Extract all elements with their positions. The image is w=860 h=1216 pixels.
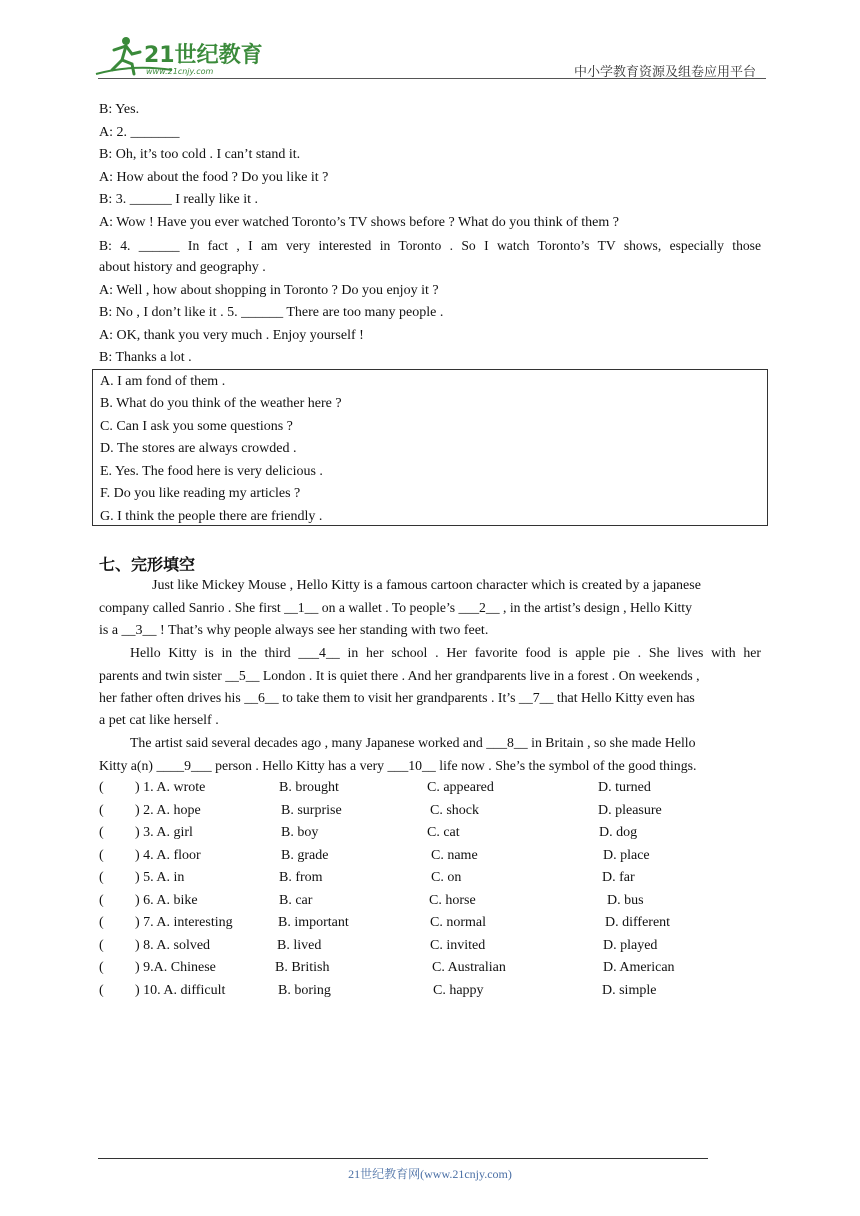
question-row: ( ) 2. A. hope B. surprise C. shock D. pleasure <box>99 803 662 818</box>
dialogue-line: B: Yes. <box>99 102 140 117</box>
question-row: ( ) 1. A. wrote B. brought C. appeared D. turned <box>99 780 651 795</box>
question-row: ( ) 6. A. bike B. car C. horse D. bus <box>99 893 644 908</box>
option-item: B. What do you think of the weather here ? <box>100 396 342 411</box>
passage-line: Just like Mickey Mouse , Hello Kitty is a famous cartoon character which is created by a japanese <box>152 578 701 593</box>
option-item: G. I think the people there are friendly . <box>100 509 323 524</box>
dialogue-line: A: OK, thank you very much . Enjoy yourself ! <box>99 328 364 343</box>
dialogue-line: about history and geography . <box>99 260 266 275</box>
option-item: A. I am fond of them . <box>100 374 226 389</box>
dialogue-line: B: No , I don’t like it . 5. ______ There are too many people . <box>99 305 444 320</box>
dialogue-line: A: Wow ! Have you ever watched Toronto’s TV shows before ? What do you think of them ? <box>99 215 619 230</box>
header-platform-text: 中小学教育资源及组卷应用平台 <box>573 65 756 80</box>
question-row: ( ) 8. A. solved B. lived C. invited D. played <box>99 938 658 953</box>
question-row: ( ) 5. A. in B. from C. on D. far <box>99 870 635 885</box>
dialogue-line: B: 3. ______ I really like it . <box>99 192 259 207</box>
passage-line: her father often drives his __6__ to take them to visit her grandparents . It’s __7__ that Hello Kitty even has <box>99 690 695 705</box>
question-row: ( ) 7. A. interesting B. important C. normal D. different <box>99 915 671 930</box>
option-item: E. Yes. The food here is very delicious . <box>100 464 323 479</box>
logo-text: 21世纪教育 <box>144 43 262 68</box>
logo-url: www.21cnjy.com <box>146 67 214 76</box>
passage-line: The artist said several decades ago , many Japanese worked and ___8__ in Britain , so she made Hello <box>130 735 696 750</box>
passage-line: company called Sanrio . She first __1__ on a wallet . To people’s ___2__ , in the artist’s design , Hello Kitty <box>99 600 692 615</box>
question-row: ( ) 4. A. floor B. grade C. name D. place <box>99 848 650 863</box>
passage-line: is a __3__ ! That’s why people always see her standing with two feet. <box>99 623 489 638</box>
passage-line: parents and twin sister __5__ London . It is quiet there . And her grandparents live in a forest . On weekends , <box>99 668 700 683</box>
question-row: ( ) 9.A. Chinese B. British C. Australian D. American <box>99 960 675 975</box>
question-row: ( ) 10. A. difficult B. boring C. happy D. simple <box>99 983 657 998</box>
site-logo <box>92 34 262 78</box>
dialogue-line: B: 4. ______ In fact , I am very interested in Toronto . So I watch Toronto’s TV shows, especially those <box>99 238 761 253</box>
option-item: F. Do you like reading my articles ? <box>100 486 301 501</box>
runner-logo-icon <box>92 34 262 78</box>
passage-line: Hello Kitty is in the third ___4__ in her school . Her favorite food is apple pie . She lives with her <box>130 645 761 660</box>
passage-line: Kitty a(n) ____9___ person . Hello Kitty has a very ___10__ life now . She’s the symbol of the good things. <box>99 758 697 773</box>
dialogue-line: B: Thanks a lot . <box>99 350 192 365</box>
dialogue-line: A: How about the food ? Do you like it ? <box>99 170 329 185</box>
dialogue-line: A: 2. _______ <box>99 125 180 140</box>
header-divider <box>98 78 766 79</box>
option-item: D. The stores are always crowded . <box>100 441 297 456</box>
passage-line: a pet cat like herself . <box>99 713 219 728</box>
options-box <box>92 369 768 526</box>
dialogue-line: B: Oh, it’s too cold . I can’t stand it. <box>99 147 301 162</box>
section-title: 七、完形填空 <box>99 555 196 574</box>
footer-divider <box>98 1158 708 1159</box>
question-row: ( ) 3. A. girl B. boy C. cat D. dog <box>99 825 638 840</box>
footer-link[interactable]: 21世纪教育网(www.21cnjy.com) <box>348 1167 512 1181</box>
option-item: C. Can I ask you some questions ? <box>100 419 293 434</box>
dialogue-line: A: Well , how about shopping in Toronto ? Do you enjoy it ? <box>99 283 439 298</box>
